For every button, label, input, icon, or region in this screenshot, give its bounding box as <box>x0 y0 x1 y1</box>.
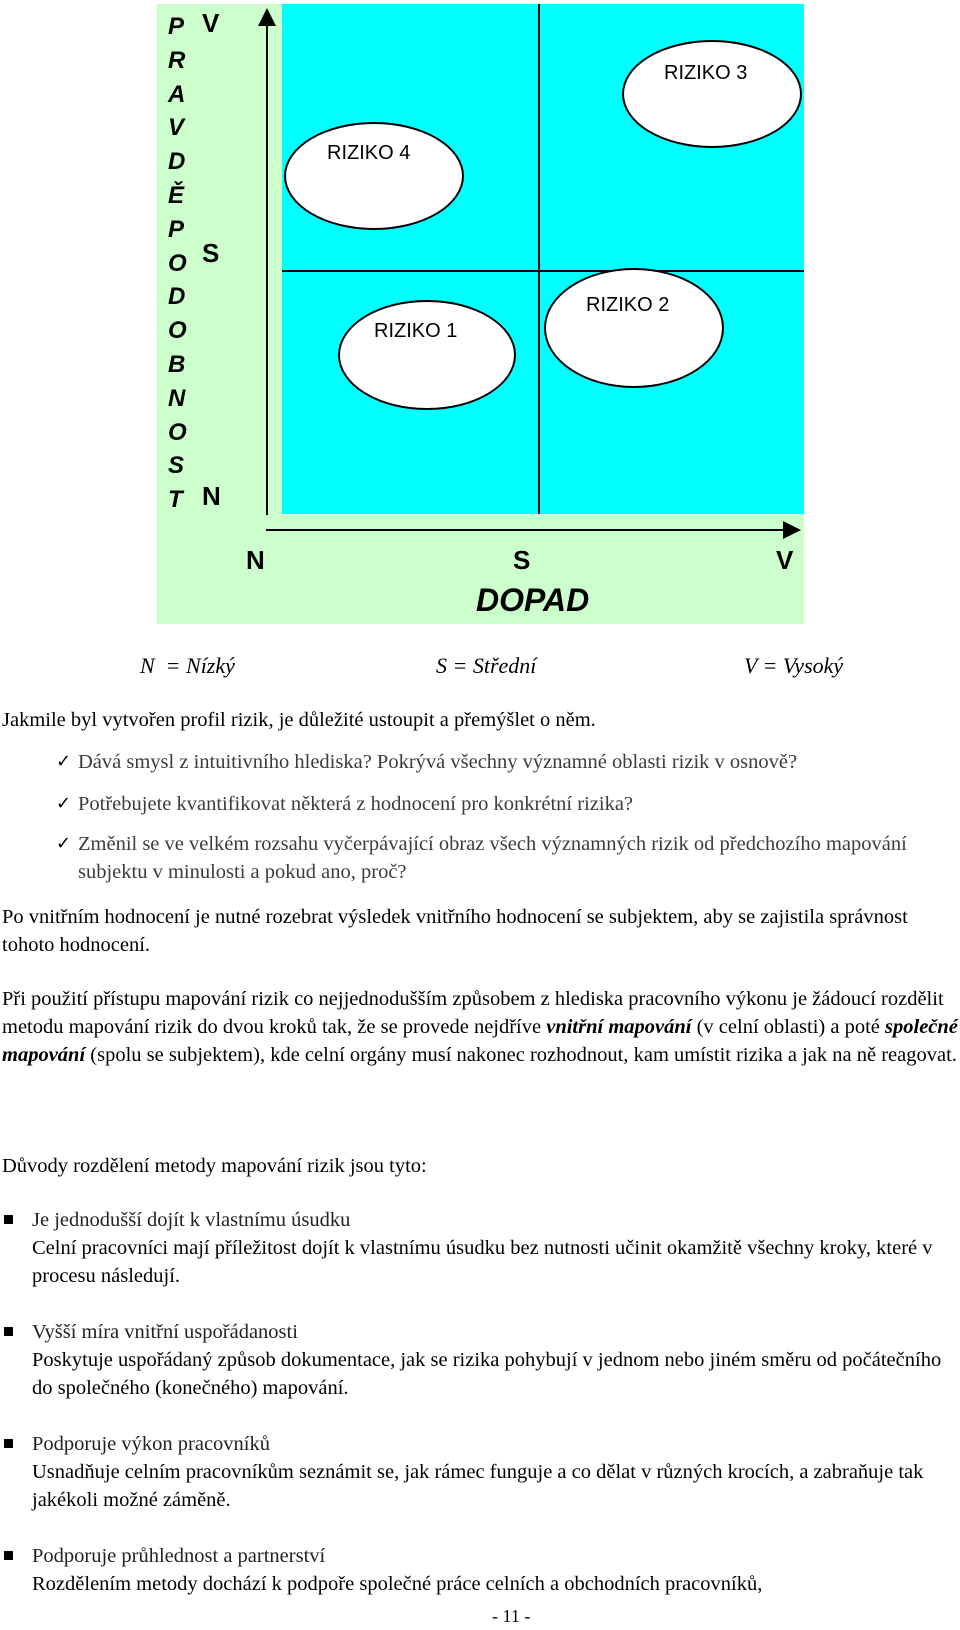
risk-4-ellipse <box>284 122 464 230</box>
y-title-letter: S <box>168 452 185 480</box>
risk-1-ellipse <box>338 300 516 410</box>
y-axis <box>266 24 268 515</box>
y-axis-arrow-icon <box>258 8 276 26</box>
grid-divider-vertical <box>538 4 540 514</box>
risk-2-ellipse <box>544 268 724 388</box>
list-item <box>32 1318 957 1402</box>
list-item-body: Celní pracovníci mají příležitost dojít k vlastnímu úsudku bez nutnosti učinit okamžitě všechny kroky, které v procesu následují. <box>32 1237 933 1287</box>
legend-low: N = Nízký <box>140 653 235 678</box>
check-item <box>56 830 938 886</box>
list-item-heading: Podporuje průhlednost a partnerství <box>32 1545 326 1567</box>
list-item <box>32 1542 957 1598</box>
check-item <box>56 790 938 818</box>
y-title-letter: V <box>168 114 185 142</box>
emphasis-joint-mapping: společné mapování <box>2 1016 958 1066</box>
y-title-letter: O <box>168 418 187 446</box>
list-item <box>32 1206 957 1290</box>
x-tick-high: V <box>776 545 794 575</box>
check-item-text: Potřebujete kvantifikovat některá z hodnocení pro konkrétní rizika? <box>78 793 634 815</box>
list-item-heading: Vyšší míra vnitřní uspořádanosti <box>32 1321 298 1343</box>
y-axis-title <box>168 10 196 517</box>
y-title-letter: T <box>168 486 183 514</box>
emphasis-internal-mapping: vnitřní mapování <box>546 1016 692 1038</box>
risk-2-label: RIZIKO 2 <box>586 294 670 316</box>
x-tick-medium: S <box>513 545 531 575</box>
y-tick-high: V <box>202 8 220 38</box>
reasons-heading: Důvody rozdělení metody mapování rizik jsou tyto: <box>2 1155 427 1177</box>
list-item-heading: Je jednodušší dojít k vlastnímu úsudku <box>32 1209 351 1231</box>
checkmark-icon: ✓ <box>56 833 72 854</box>
checkmark-icon: ✓ <box>56 793 72 814</box>
list-item-body: Rozdělením metody dochází k podpoře společné práce celních a obchodních pracovníků, <box>32 1573 763 1595</box>
y-tick-medium: S <box>202 238 220 268</box>
y-title-letter: A <box>168 80 186 108</box>
square-bullet-icon <box>4 1439 13 1448</box>
grid-divider-horizontal <box>282 270 804 272</box>
y-title-letter: D <box>168 148 186 176</box>
y-title-letter: P <box>168 13 185 40</box>
y-title-letter: D <box>168 283 186 311</box>
page-number: - 11 - <box>492 1606 531 1626</box>
y-tick-low: N <box>202 481 221 511</box>
paragraph-internal-assessment: Po vnitřním hodnocení je nutné rozebrat výsledek vnitřního hodnocení se subjektem, aby se zajistila správnost tohoto hodnocení. <box>2 906 908 956</box>
square-bullet-icon <box>4 1215 13 1224</box>
x-axis-arrow-icon <box>783 521 801 539</box>
paragraph-mapping-approach <box>2 985 958 1069</box>
y-title-letter: N <box>168 384 186 412</box>
check-item-text: Změnil se ve velkém rozsahu vyčerpávající obraz všech významných rizik od předchozího mapování subjektu v minulosti a pokud ano, proč? <box>78 833 907 883</box>
check-item-text: Dává smysl z intuitivního hlediska? Pokrývá všechny významné oblasti rizik v osnově? <box>78 751 798 773</box>
y-title-letter: B <box>168 350 186 378</box>
x-axis <box>266 529 784 531</box>
x-tick-low: N <box>246 545 265 575</box>
list-item <box>32 1430 957 1514</box>
x-axis-title: DOPAD <box>476 582 590 618</box>
intro-paragraph: Jakmile byl vytvořen profil rizik, je důležité ustoupit a přemýšlet o něm. <box>2 709 596 731</box>
square-bullet-icon <box>4 1327 13 1336</box>
y-title-letter: P <box>168 215 185 243</box>
checkmark-icon: ✓ <box>56 751 72 772</box>
square-bullet-icon <box>4 1551 13 1560</box>
paragraph-text: (spolu se subjektem), kde celní orgány musí nakonec rozhodnout, kam umístit rizika a jak na ně reagovat. <box>85 1044 957 1066</box>
list-item-body: Poskytuje uspořádaný způsob dokumentace, jak se rizika pohybují v jednom nebo jiném směru od počátečního do společného (konečného) mapování. <box>32 1349 942 1399</box>
y-title-letter: O <box>168 249 187 277</box>
risk-3-ellipse <box>622 40 802 148</box>
paragraph-text: (v celní oblasti) a poté <box>691 1016 886 1038</box>
risk-1-label: RIZIKO 1 <box>374 320 458 342</box>
list-item-body: Usnadňuje celním pracovníkům seznámit se, jak rámec funguje a co dělat v různých krocích, a zabraňuje tak jakékoli možné záměně. <box>32 1461 924 1511</box>
legend-high: V = Vysoký <box>744 653 844 678</box>
check-item <box>56 748 938 776</box>
risk-3-label: RIZIKO 3 <box>664 62 748 84</box>
y-title-letter: R <box>168 46 186 74</box>
risk-4-label: RIZIKO 4 <box>327 142 411 164</box>
y-title-letter: O <box>168 317 187 345</box>
paragraph-text: Při použití přístupu mapování rizik co nejjednodušším způsobem z hlediska pracovního výkonu je žádoucí rozdělit metodu mapování rizik do dvou kroků tak, že se provede nejdříve <box>2 988 944 1038</box>
y-title-letter: Ě <box>168 181 185 209</box>
legend-medium: S = Střední <box>436 653 537 678</box>
list-item-heading: Podporuje výkon pracovníků <box>32 1433 270 1455</box>
